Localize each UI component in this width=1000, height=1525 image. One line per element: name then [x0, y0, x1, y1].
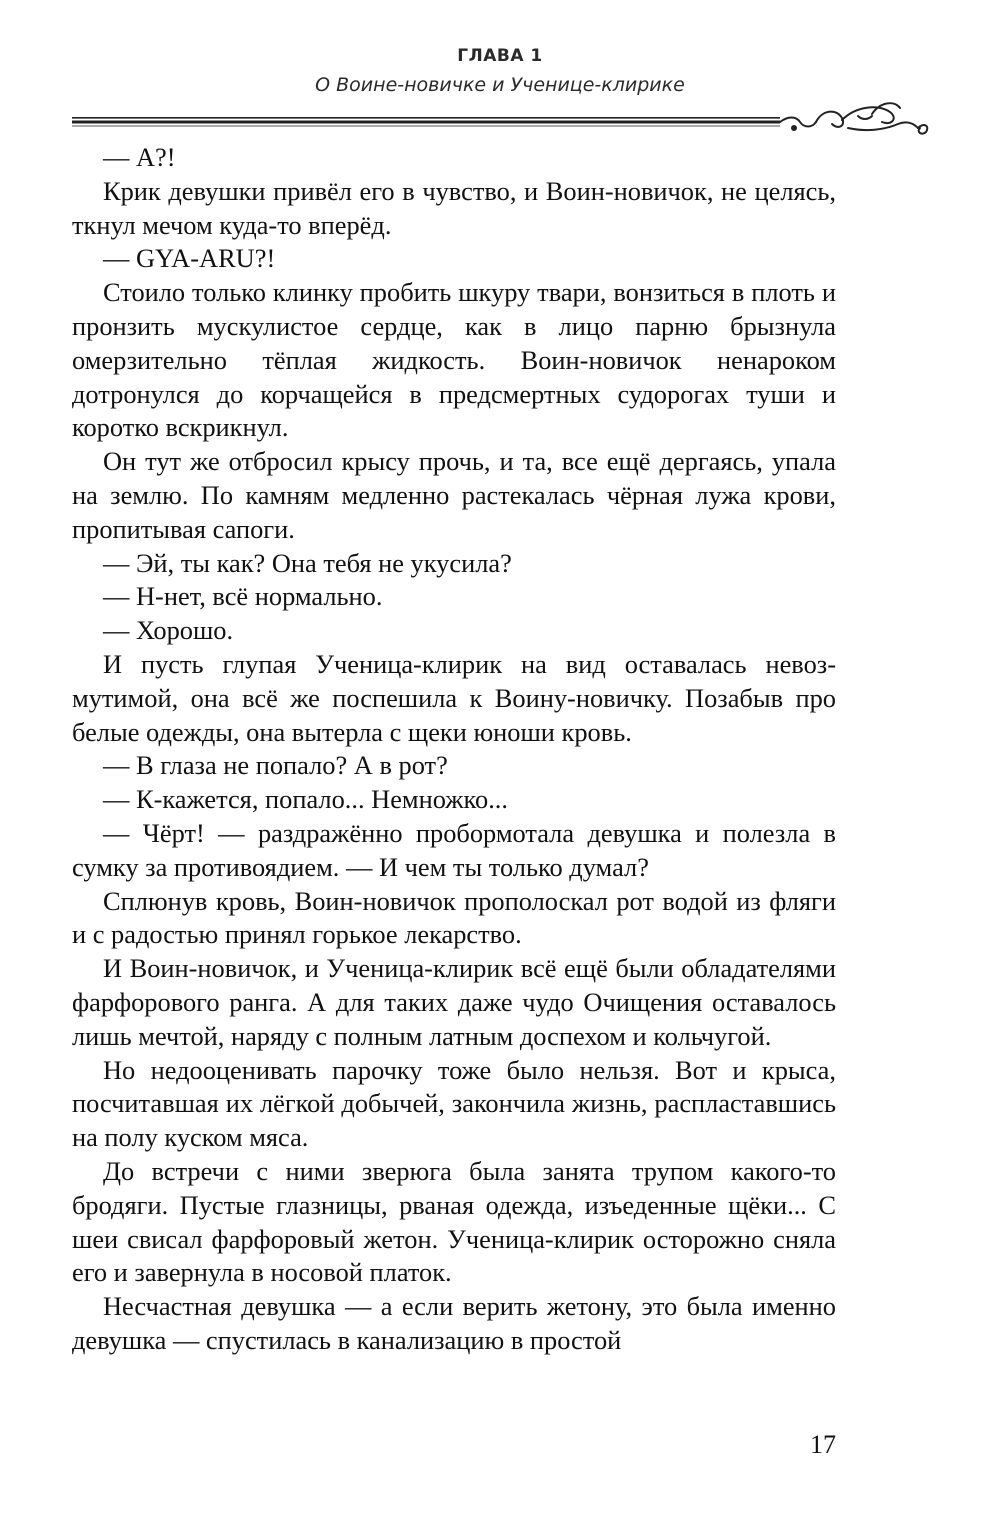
body-text: [72, 141, 836, 1358]
paragraph: — А?!: [103, 142, 176, 172]
paragraph: — GYA-ARU?!: [103, 243, 276, 274]
paragraph: — Хорошо.: [103, 615, 234, 646]
paragraph: Стоило только клинку пробить шкуру твари, вонзиться в плоть и пронзить мускулистое сердце, как в лицо парню брызнула омерзительно тёплая жидкость. Воин-новичок ненароком дотронулся до корчащейся в предсмертных судорогах туши и коротко вскрикнул.: [72, 277, 836, 443]
paragraph: — Чёрт! — раздражённо пробормотала девушка и полезла в сумку за противоядием. — И чем ты только думал?: [72, 817, 836, 882]
paragraph: — Эй, ты как? Она тебя не укусила?: [103, 547, 512, 578]
paragraph: Крик девушки привёл его в чувство, и Воин-новичок, не целясь, ткнул мечом куда-то вперёд.: [72, 175, 836, 240]
decorative-header-rule: [72, 98, 932, 138]
paragraph: — В глаза не попало? А в рот?: [103, 750, 448, 781]
rule-line: [72, 117, 780, 127]
chapter-title: ГЛАВА 1: [457, 46, 543, 66]
paragraph: И Воин-новичок, и Ученица-клирик всё ещё были обладателями фарфорового ранга. А для таких даже чудо Очищения оставалось лишь мечтой, наряду с полным латным доспехом и кольчугой.: [72, 953, 836, 1051]
paragraph: До встречи с ними зверюга была занята трупом какого-то бродяги. Пустые глазницы, рваная одежда, изъеденные щёки... С шеи свисал фарфоровый жетон. Ученица-клирик осторожно сняла его и завернула в носовой платок.: [72, 1155, 836, 1288]
paragraph: Несчастная девушка — а если верить жетону, это была именно девушка — спустилась в канализацию в простой: [72, 1291, 836, 1355]
paragraph: Он тут же отбросил крысу прочь, и та, все ещё дергаясь, упала на землю. По камням медленно растекалась чёрная лужа крови, пропитывая сапоги.: [72, 446, 836, 544]
paragraph: И пусть глупая Ученица-клирик на вид оставалась невозмутимой, она всё же поспешила к Воину-новичку. Позабыв про белые одежды, она вытерла с щеки юноши кровь.: [72, 648, 836, 747]
paragraph: Сплюнув кровь, Воин-новичок прополоскал рот водой из фляги и с радостью принял горькое лекарство.: [72, 885, 836, 950]
paragraph: — Н-нет, всё нормально.: [103, 581, 383, 612]
page-number: 17: [810, 1430, 836, 1459]
flourish-ornament-icon: [780, 103, 927, 133]
chapter-subtitle: О Воине-новичке и Ученице-клирике: [315, 74, 685, 96]
paragraph: Но недооценивать парочку тоже было нельзя. Вот и крыса, посчитавшая их лёгкой добычей, закончила жизнь, распластавшись на полу куском мяса.: [72, 1054, 836, 1153]
paragraph: — К-кажется, попало... Немножко...: [103, 784, 508, 815]
